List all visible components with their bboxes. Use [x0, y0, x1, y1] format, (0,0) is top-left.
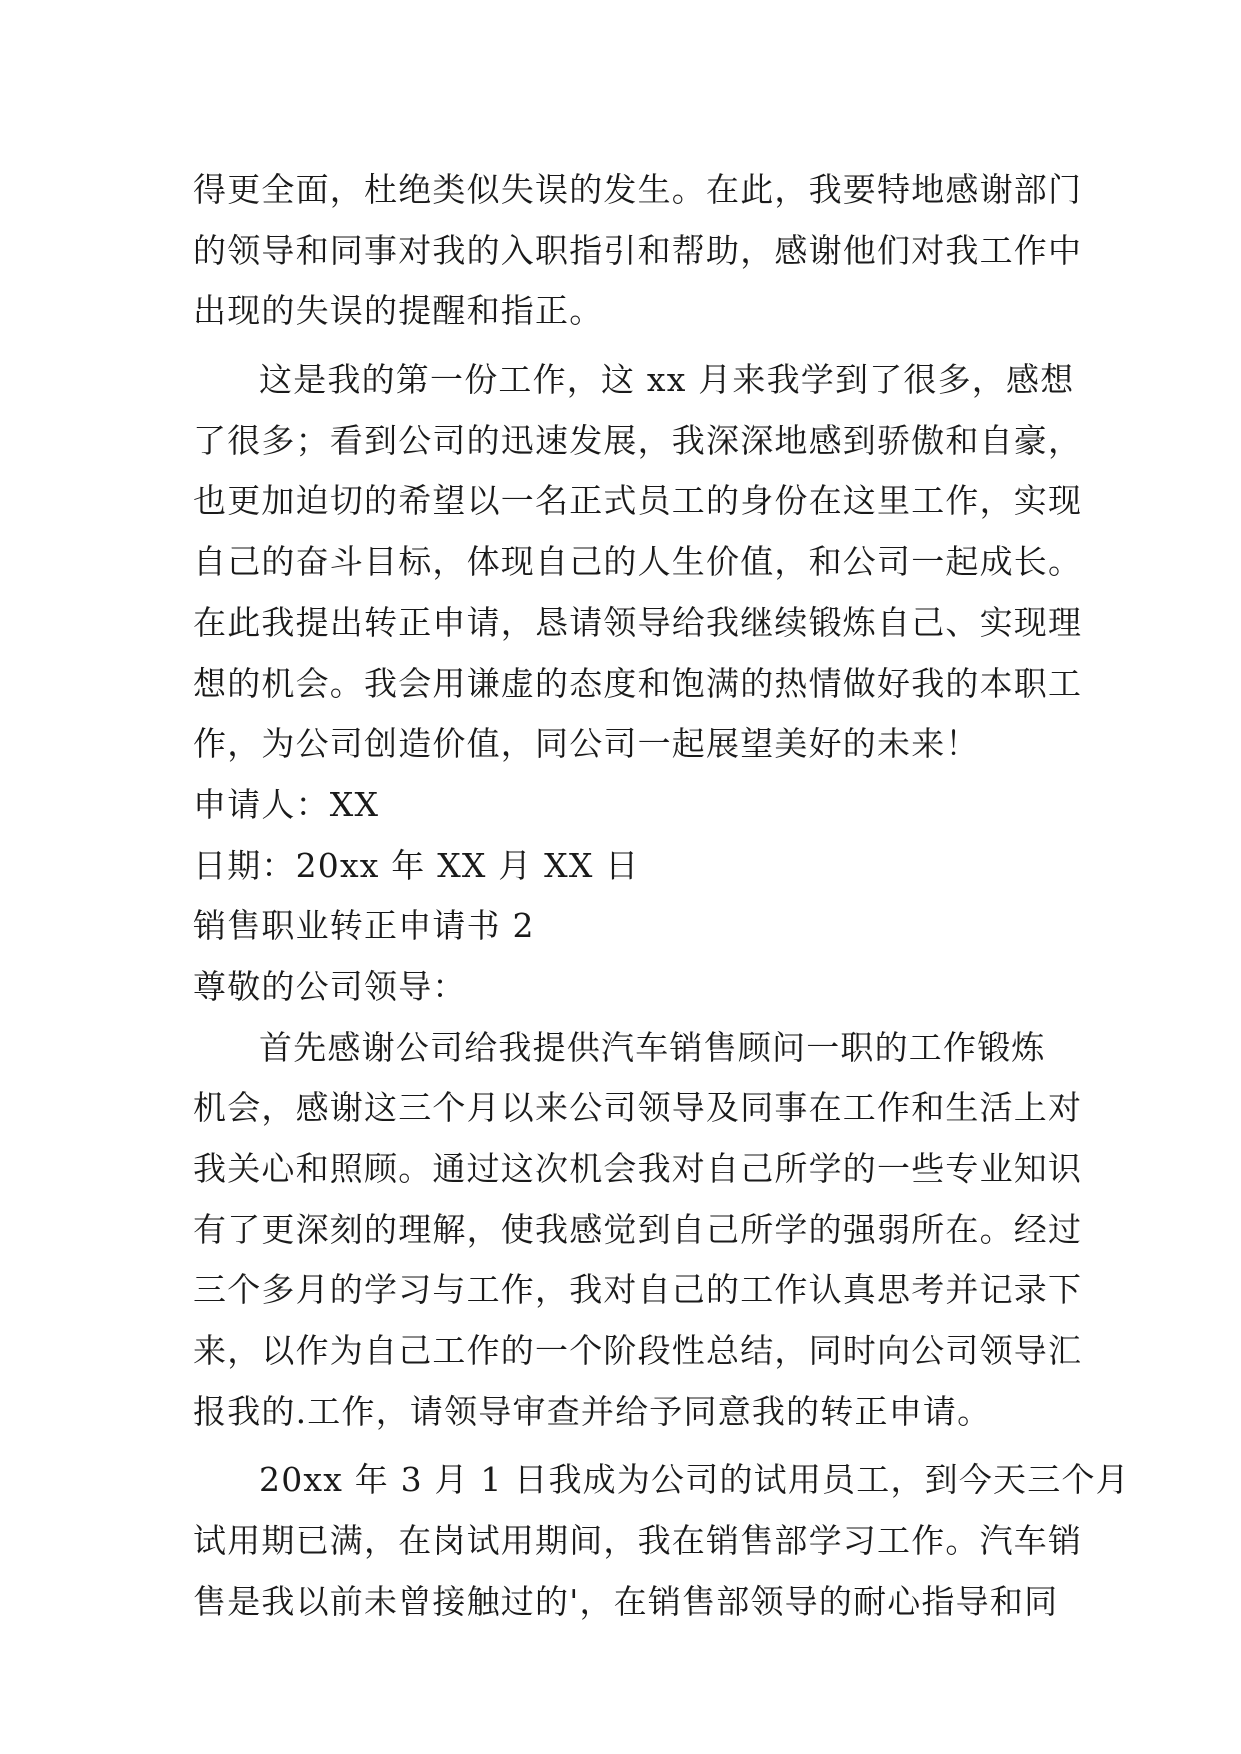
paragraph-line: 来，以作为自己工作的一个阶段性总结，同时向公司领导汇 — [193, 1331, 1083, 1371]
paragraph-line: 作，为公司创造价值，同公司一起展望美好的未来！ — [193, 724, 980, 764]
paragraph-line: 在此我提出转正申请，恳请领导给我继续锻炼自己、实现理 — [193, 602, 1083, 642]
paragraph-line: 得更全面，杜绝类似失误的发生。在此，我要特地感谢部门 — [193, 170, 1083, 209]
document-body — [193, 160, 1130, 1633]
paragraph-line: 了很多；看到公司的迅速发展，我深深地感到骄傲和自豪， — [193, 420, 1083, 460]
paragraph-line: 三个多月的学习与工作，我对自己的工作认真思考并记录下 — [193, 1270, 1083, 1310]
paragraph-line: 想的机会。我会用谦虚的态度和饱满的热情做好我的本职工 — [193, 663, 1083, 703]
paragraph-line: 这是我的第一份工作，这 xx 月来我学到了很多，感想 — [259, 360, 1075, 400]
paragraph-line: 20xx 年 3 月 1 日我成为公司的试用员工，到今天三个月 — [259, 1460, 1130, 1500]
paragraph-line: 首先感谢公司给我提供汽车销售顾问一职的工作锻炼 — [259, 1027, 1046, 1067]
paragraph-line: 试用期已满，在岗试用期间，我在销售部学习工作。汽车销 — [193, 1521, 1083, 1561]
paragraph-line: 有了更深刻的理解，使我感觉到自己所学的强弱所在。经过 — [193, 1209, 1083, 1249]
applicant-line: 申请人：XX — [193, 784, 380, 824]
paragraph-line: 售是我以前未曾接触过的'，在销售部领导的耐心指导和同 — [193, 1581, 1059, 1621]
paragraph-line: 报我的.工作，请领导审查并给予同意我的转正申请。 — [193, 1391, 992, 1431]
paragraph-line: 我关心和照顾。通过这次机会我对自己所学的一些专业知识 — [193, 1149, 1083, 1188]
paragraph-line: 也更加迫切的希望以一名正式员工的身份在这里工作，实现 — [193, 481, 1083, 521]
paragraph-line: 机会，感谢这三个月以来公司领导及同事在工作和生活上对 — [193, 1088, 1083, 1128]
section-title: 销售职业转正申请书 2 — [193, 906, 535, 946]
date-line: 日期：20xx 年 XX 月 XX 日 — [193, 845, 640, 885]
paragraph-line: 出现的失误的提醒和指正。 — [193, 291, 604, 331]
salutation: 尊敬的公司领导： — [193, 966, 467, 1006]
paragraph-line: 的领导和同事对我的入职指引和帮助，感谢他们对我工作中 — [193, 230, 1083, 270]
paragraph-line: 自己的奋斗目标，体现自己的人生价值，和公司一起成长。 — [193, 542, 1083, 582]
